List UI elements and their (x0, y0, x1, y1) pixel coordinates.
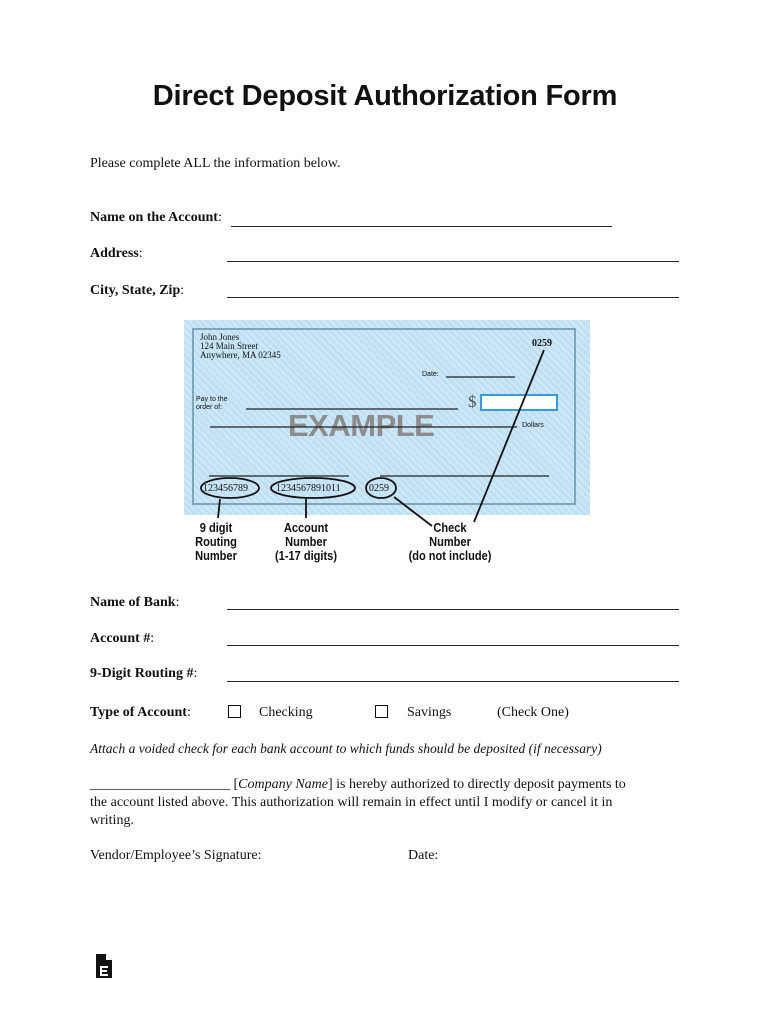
account-caption (264, 521, 349, 563)
bank-name-row (90, 595, 179, 611)
check-dollar-sign: $ (468, 392, 477, 411)
authorization-paragraph (90, 776, 690, 830)
check-date-label: Date: (422, 371, 439, 378)
routing-caption-line3: Number (195, 548, 237, 563)
check-pay-to-line2: order of: (196, 404, 223, 411)
account-number-field[interactable] (227, 645, 679, 646)
account-number-circle (271, 478, 355, 498)
check-amount-box (481, 395, 557, 410)
bank-name-colon: : (175, 595, 180, 610)
account-type-colon: : (186, 705, 191, 720)
check-owner-city: Anywhere, MA 02345 (200, 350, 281, 360)
company-name-blank[interactable]: ____________________ [ (90, 777, 239, 792)
authorization-line-1 (90, 776, 690, 794)
routing-pointer-line (218, 499, 220, 518)
name-on-account-colon: : (217, 210, 222, 225)
routing-caption-line2: Routing (195, 534, 237, 549)
account-type-row (90, 705, 191, 721)
check-number-pointer-line (474, 350, 544, 522)
checking-checkbox[interactable] (228, 705, 241, 718)
checking-label: Checking (259, 705, 313, 720)
routing-number-label: 9-Digit Routing # (90, 666, 194, 681)
eforms-logo-icon (94, 953, 114, 979)
routing-number-colon: : (193, 666, 198, 681)
routing-caption (182, 521, 250, 563)
savings-checkbox[interactable] (375, 705, 388, 718)
check-number-circle (366, 478, 396, 498)
savings-label: Savings (407, 705, 452, 720)
page-title: Direct Deposit Authorization Form (152, 80, 618, 112)
intro-text: Please complete ALL the information below. (90, 156, 341, 171)
check-owner-street: 124 Main Street (200, 341, 258, 351)
account-caption-line1: Account (283, 520, 329, 535)
check-pay-to-line1: Pay to the (196, 396, 228, 403)
check-one-note: (Check One) (497, 705, 569, 720)
signature-label: Vendor/Employee’s Signature: (90, 848, 262, 863)
check-caption-line1: Check (433, 520, 467, 535)
attach-check-note: Attach a voided check for each bank account to which funds should be deposited (if necessary) (90, 741, 602, 756)
check-dollars-label: Dollars (522, 422, 544, 429)
bank-name-field[interactable] (227, 609, 679, 610)
account-number-label: Account # (90, 631, 151, 646)
account-caption-line2: Number (285, 534, 327, 549)
name-on-account-label: Name on the Account (90, 210, 218, 225)
address-colon: : (138, 246, 143, 261)
authorization-line-3: writing. (90, 813, 134, 828)
check-caption (395, 521, 506, 563)
city-state-zip-label: City, State, Zip (90, 283, 181, 298)
bank-name-label: Name of Bank (90, 595, 176, 610)
check-caption-line3: (do not include) (408, 548, 492, 563)
routing-number-circle (201, 478, 259, 498)
routing-caption-line1: 9 digit (199, 520, 233, 535)
check-number-top: 0259 (532, 338, 552, 349)
routing-number-field[interactable] (227, 681, 679, 682)
city-state-zip-colon: : (180, 283, 185, 298)
routing-number-row (90, 666, 197, 682)
company-name-placeholder: Company Name (238, 777, 328, 792)
address-label: Address (90, 246, 139, 261)
date-label: Date: (408, 848, 439, 863)
authorization-line-2: the account listed above. This authorization will remain in effect until I modify or cancel it in (90, 795, 613, 810)
check-watermark: EXAMPLE (288, 408, 435, 443)
check-caption-line2: Number (429, 534, 471, 549)
authorization-line-1-rest: ] is hereby authorized to directly deposit payments to (328, 777, 626, 792)
account-number-row (90, 631, 154, 647)
account-caption-line3: (1-17 digits) (274, 548, 338, 563)
check-account-number: 1234567891011 (276, 483, 341, 494)
check-owner-name: John Jones (200, 332, 240, 342)
check-routing-number: 123456789 (203, 483, 248, 494)
account-number-colon: : (150, 631, 155, 646)
account-type-label: Type of Account (90, 705, 187, 720)
check-number-bottom: 0259 (369, 483, 389, 494)
